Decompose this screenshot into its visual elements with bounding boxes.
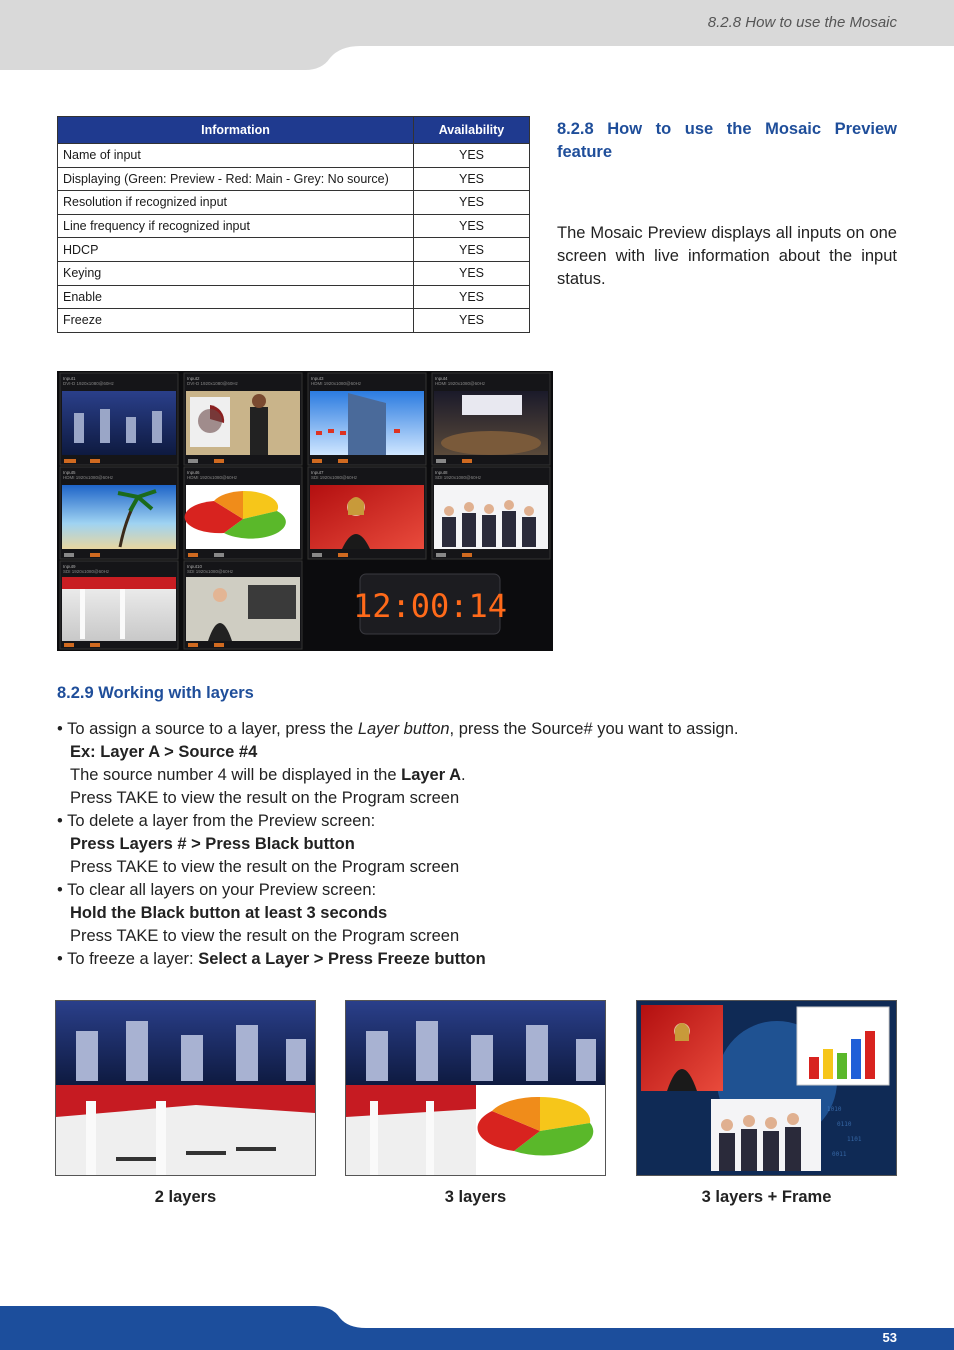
bullet-assign-example: Ex: Layer A > Source #4 [70, 743, 258, 761]
table-row [58, 285, 530, 309]
svg-text:1101: 1101 [847, 1136, 862, 1143]
table-row [58, 261, 530, 285]
th-availability: Availability [414, 117, 530, 144]
header-title: 8.2.8 How to use the Mosaic [707, 14, 897, 31]
cell-info: Line frequency if recognized input [58, 214, 414, 238]
mosaic-res: HDMI 1920x1080@60Hz [311, 381, 362, 386]
mosaic-res: SDI 1920x1080@60Hz [63, 569, 110, 574]
mosaic-res: DVI-D 1920x1080@60Hz [63, 381, 114, 386]
mosaic-res: SDI 1920x1080@60Hz [435, 475, 482, 480]
mosaic-clock: 12:00:14 [352, 587, 508, 625]
table-row [58, 191, 530, 215]
caption-3-layers: 3 layers [444, 1188, 507, 1206]
section-title-line1: 8.2.8 How to use the Mosaic Preview [557, 120, 897, 138]
intro-paragraph: The Mosaic Preview displays all inputs on one screen with live information about the input status. [557, 224, 897, 288]
bullet-clear-action: Hold the Black button at least 3 seconds [70, 904, 388, 922]
bullet-assign-detail: The source number 4 will be displayed in the Layer A. [70, 766, 466, 784]
cell-availability: YES [414, 238, 530, 262]
cell-availability: YES [414, 144, 530, 168]
page-number: 53 [882, 1330, 897, 1345]
table-row [58, 167, 530, 191]
cell-availability: YES [414, 167, 530, 191]
mosaic-label: Input8 [435, 470, 448, 475]
svg-text:1010: 1010 [827, 1106, 842, 1113]
layers-heading: 8.2.9 Working with layers [57, 684, 254, 702]
thumb-3-layers [345, 1000, 606, 1176]
footer-band [0, 1300, 954, 1350]
caption-2-layers: 2 layers [154, 1188, 217, 1206]
mosaic-label: Input9 [63, 564, 76, 569]
table-row [58, 309, 530, 333]
mosaic-label: Input10 [187, 564, 203, 569]
mosaic-res: DVI-D 1920x1080@60Hz [187, 381, 238, 386]
mosaic-label: Input1 [63, 376, 76, 381]
cell-availability: YES [414, 261, 530, 285]
cell-availability: YES [414, 285, 530, 309]
bullet-clear: • To clear all layers on your Preview screen: [57, 881, 377, 899]
cell-availability: YES [414, 191, 530, 215]
mosaic-label: Input6 [187, 470, 200, 475]
cell-info: Freeze [58, 309, 414, 333]
bullet-delete-action: Press Layers # > Press Black button [70, 835, 355, 853]
mosaic-res: HDMI 1920x1080@60Hz [63, 475, 114, 480]
info-table [57, 116, 530, 333]
svg-text:0110: 0110 [837, 1121, 852, 1128]
section-title-line2: feature [557, 143, 613, 161]
mosaic-res: HDMI 1920x1080@60Hz [435, 381, 486, 386]
mosaic-label: Input4 [435, 376, 448, 381]
mosaic-res: SDI 1920x1080@60Hz [311, 475, 358, 480]
bullet-assign: • To assign a source to a layer, press the Layer button, press the Source# you want to assign. [57, 720, 739, 738]
mosaic-preview-image [57, 371, 553, 651]
bullet-clear-take: Press TAKE to view the result on the Program screen [70, 927, 460, 945]
cell-availability: YES [414, 309, 530, 333]
mosaic-label: Input3 [311, 376, 324, 381]
table-row [58, 238, 530, 262]
table-row [58, 144, 530, 168]
bullet-freeze: • To freeze a layer: Select a Layer > Press Freeze button [57, 950, 486, 968]
layers-bullets [57, 718, 897, 971]
section-title [557, 118, 897, 164]
header-band [0, 0, 954, 70]
bullet-delete-take: Press TAKE to view the result on the Program screen [70, 858, 460, 876]
mosaic-res: HDMI 1920x1080@60Hz [187, 475, 238, 480]
cell-info: HDCP [58, 238, 414, 262]
caption-3-layers-frame: 3 layers + Frame [701, 1188, 832, 1206]
mosaic-label: Input7 [311, 470, 324, 475]
cell-availability: YES [414, 214, 530, 238]
cell-info: Resolution if recognized input [58, 191, 414, 215]
cell-info: Enable [58, 285, 414, 309]
bullet-assign-take: Press TAKE to view the result on the Program screen [70, 789, 460, 807]
th-information: Information [58, 117, 414, 144]
bullet-delete: • To delete a layer from the Preview screen: [57, 812, 376, 830]
mosaic-res: SDI 1920x1080@60Hz [187, 569, 234, 574]
table-row [58, 214, 530, 238]
thumb-3-layers-frame [636, 1000, 897, 1176]
cell-info: Displaying (Green: Preview - Red: Main - Grey: No source) [58, 167, 414, 191]
cell-info: Keying [58, 261, 414, 285]
svg-text:0011: 0011 [832, 1151, 847, 1158]
thumb-2-layers [55, 1000, 316, 1176]
cell-info: Name of input [58, 144, 414, 168]
mosaic-label: Input2 [187, 376, 200, 381]
mosaic-label: Input5 [63, 470, 76, 475]
